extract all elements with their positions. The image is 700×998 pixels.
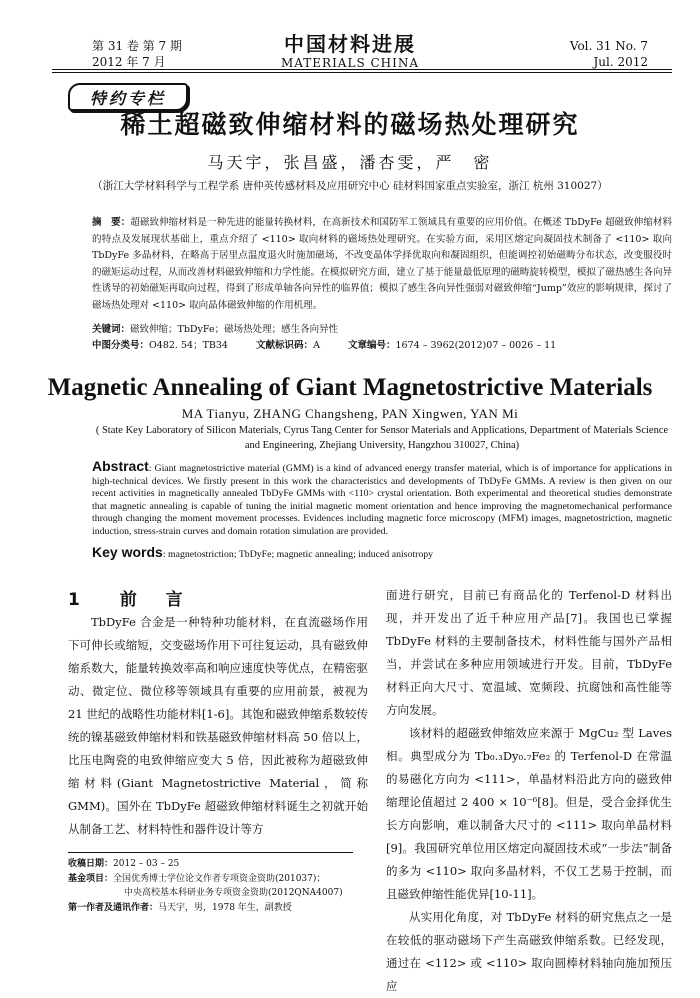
section-number: 1: [68, 590, 86, 610]
section-title: 前 言: [119, 590, 189, 610]
body-column-left: [68, 611, 368, 841]
abstract-cn: [92, 215, 672, 314]
fund-line-1: 全国优秀博士学位论文作者专项资金资助(201037)；: [113, 873, 326, 884]
volume-issue-cn: 第 31 卷 第 7 期: [92, 39, 182, 53]
received-label: 收稿日期：: [68, 859, 114, 869]
article-title-en: Magnetic Annealing of Giant Magnetostrictive Materials: [47, 374, 653, 401]
received-date: [68, 857, 368, 872]
section-heading: [68, 585, 189, 610]
clc-label: 中图分类号：: [92, 340, 150, 351]
footnotes: [68, 857, 368, 915]
affiliation-en: ( State Key Laboratory of Silicon Materials, Cyrus Tang Center for Sensor Materials and Applications, Department of Materials Science and Engineering, Zhejiang University, Hangzhou 310027, China): [95, 425, 669, 451]
received-value: 2012 – 03 – 25: [113, 859, 180, 869]
body-paragraph: TbDyFe 合金是一种特种功能材料，在直流磁场作用下可伸长或缩短，交变磁场作用下可往复运动，具有磁致伸缩系数大，能量转换效率高和响应速度快等优点，在精密驱动、微定位、微位移等领域具有重要的应用前景，被视为 21 世纪的战略性功能材料[1-6]。其饱和磁致伸缩系数较传统的镍基磁致伸缩材料和铁基磁致伸缩材料高 50 倍以上，比压电陶瓷的电致伸缩应变大 5 倍，因此被称为超磁致伸缩材料(Giant Magnetostrictive Material，简称 GMM)。国外在 TbDyFe 超磁致伸缩材料诞生之初就开始从制备工艺、材料特性和器件设计等方: [68, 615, 368, 836]
doc-code-value: A: [313, 340, 320, 351]
abstract-en-label: Abstract: [92, 458, 149, 474]
affiliation-cn: （浙江大学材料科学与工程学系 唐仲英传感材料及应用研究中心 硅材料国家重点实验室，浙江 杭州 310027）: [92, 180, 608, 192]
doc-code-label: 文献标识码：: [256, 340, 314, 351]
authors-en: MA Tianyu, ZHANG Changsheng, PAN Xingwen, YAN Mi: [181, 406, 519, 421]
article-number-label: 文章编号：: [348, 340, 396, 351]
abstract-cn-text: 超磁致伸缩材料是一种先进的能量转换材料，在高新技术和国防军工领域具有重要的应用价值。在概述 TbDyFe 超磁致伸缩材料的特点及发展现状基础上，重点介绍了 <110> 取向材料的磁场热处理研究。在实验方面，采用区熔定向凝固技术制备了 <110> 取向 TbDyFe 多晶材料，在略高于居里点温度退火时施加磁场，不改变晶体学择优取向和凝固组织，但能调控初始磁畴分布状态，改变服役时的磁矩运动过程，从而改善材料磁致伸缩和力学性能。在模拟研究方面，建立了基于能量最低原理的磁畴旋转模型，模拟了磁热感生各向异性诱导的初始磁矩再取向过程，得到了形成单轴各向异性的临界值；模拟了感生各向异性强弱对磁致伸缩“Jump”效应的影响规律，探讨了磁场热处理对 <110> 取向晶体磁致伸缩的作用机理。: [92, 217, 672, 311]
abstract-en: [92, 460, 672, 538]
special-column-badge: 特约专栏: [68, 83, 188, 111]
author-info: [68, 901, 368, 916]
keywords-en-text: : magnetostriction; TbDyFe; magnetic annealing; induced anisotropy: [162, 549, 434, 560]
keywords-cn-text: 磁致伸缩；TbDyFe；磁场热处理；感生各向异性: [130, 324, 339, 335]
abstract-cn-label: 摘 要：: [92, 217, 131, 228]
volume-issue-en: Vol. 31 No. 7: [569, 39, 648, 53]
article-title-cn: 稀土超磁致伸缩材料的磁场热处理研究: [120, 110, 580, 139]
abstract-en-text: : Giant magnetostrictive material (GMM) is a kind of advanced energy transfer material, which is of importance for applications in high-technical devices. We firstly present in this work the characteristics and developments of TbDyFe GMMs. A review is then given on our recent activities in magnetically annealed TbDyFe GMMs with <110> crystal orientation. Both experimental and theoretical studies demonstrate that magnetic annealing is capable of tuning the initial magnetic moment orientation and hence improving the magnetomechanical performance through changing the moment movement processes. Evidences including magnetic force microscopy (MFM) images, magnetostriction, magnetic induction, stress-strain curves and domain rotation simulation are provided.: [92, 463, 672, 537]
journal-name-en: MATERIALS CHINA: [280, 56, 420, 70]
header-rule: [52, 69, 672, 70]
body-paragraph: 从实用化角度，对 TbDyFe 材料的研究焦点之一是在较低的驱动磁场下产生高磁致伸缩系数。已经发现，通过在 <112> 或 <110> 取向圆棒材料轴向施加预压应: [386, 910, 672, 993]
fund-line-2: 中央高校基本科研业务专项资金资助(2012QNA4007): [124, 888, 343, 898]
keywords-en-label: Key words: [92, 544, 163, 560]
date-cn: 2012 年 7 月: [92, 55, 166, 69]
author-value: 马天宇，男，1978 年生，副教授: [158, 902, 292, 913]
clc-value: O482. 54；TB34: [149, 340, 228, 351]
authors-cn: 马天宇，张昌盛，潘杏雯，严 密: [207, 153, 493, 172]
author-label: 第一作者及通讯作者：: [68, 902, 159, 913]
article-number-value: 1674 – 3962(2012)07 – 0026 – 11: [395, 340, 557, 351]
keywords-cn: [92, 322, 672, 338]
journal-volume-en: [570, 38, 648, 70]
body-paragraph: 面进行研究，目前已有商品化的 Terfenol-D 材料出现，并开发出了近千种应用产品[7]。我国也已掌握 TbDyFe 材料的主要制备技术，材料性能与国外产品相当，并尝试在多种应用领域进行开发。目前，TbDyFe 材料正向大尺寸、宽温域、宽频段、抗腐蚀和高性能等方向发展。: [386, 588, 672, 717]
keywords-cn-label: 关键词：: [92, 324, 131, 335]
header-rule-thin: [52, 72, 672, 73]
date-en: Jul. 2012: [593, 55, 648, 69]
body-paragraph: 该材料的超磁致伸缩效应来源于 MgCu₂ 型 Laves 相。典型成分为 Tb₀.₃Dy₀.₇Fe₂ 的 Terfenol-D 在常温的易磁化方向为 <111>，单晶材料沿此方向的磁致伸缩理论值超过 2 400 × 10⁻⁶[8]。但是，受合金择优生长方向影响，难以制备大尺寸的 <111> 取向单晶材料[9]。我国研究单位用区熔定向凝固技术或“一步法”制备的多为 <110> 取向多晶材料，不仅工艺易于控制，而且磁致伸缩性能优异[10-11]。: [386, 726, 672, 901]
journal-name-cn: 中国材料进展: [284, 32, 416, 56]
fund-info: [68, 872, 368, 887]
body-column-right: [386, 584, 672, 998]
classification-line: [92, 338, 672, 354]
footnote-rule: [68, 852, 353, 853]
keywords-en: [92, 544, 672, 560]
fund-label: 基金项目：: [68, 873, 114, 884]
